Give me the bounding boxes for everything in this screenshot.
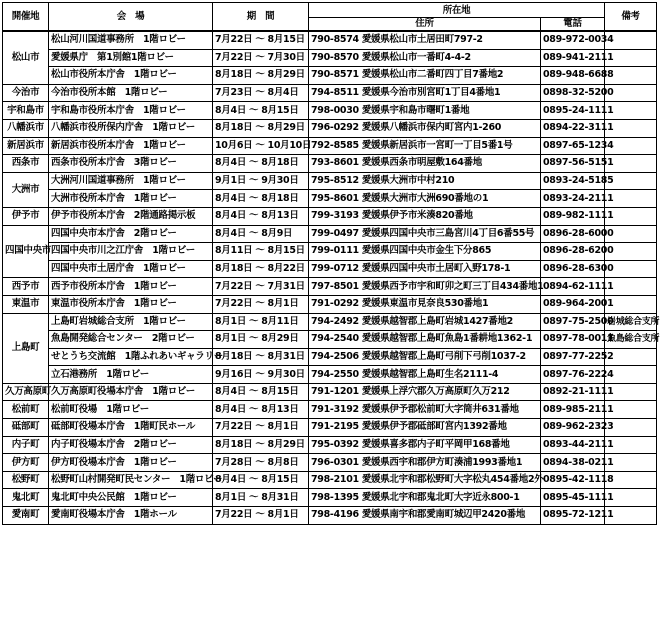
city-cell: 松野町	[3, 471, 49, 489]
table-row	[3, 190, 657, 208]
city-cell: 西条市	[3, 155, 49, 173]
header-address: 住所	[309, 18, 541, 32]
table-row	[3, 155, 657, 173]
phone-cell: 089-962-2323	[541, 419, 605, 437]
venue-cell: 松山市役所本庁舎 1階ロビー	[49, 67, 213, 85]
period-cell: 8月18日 ～ 8月31日	[213, 348, 309, 366]
table-row	[3, 225, 657, 243]
phone-cell: 089-964-2001	[541, 295, 605, 313]
phone-cell: 0896-28-6000	[541, 225, 605, 243]
period-cell: 8月18日 ～ 8月29日	[213, 436, 309, 454]
city-cell: 西予市	[3, 278, 49, 296]
table-row	[3, 84, 657, 102]
phone-cell: 0897-77-2252	[541, 348, 605, 366]
table-row	[3, 489, 657, 507]
address-cell: 798-2101 愛媛県北宇和郡松野町大字松丸454番地2外	[309, 471, 541, 489]
phone-cell: 0893-24-2111	[541, 190, 605, 208]
phone-cell: 0896-28-6300	[541, 260, 605, 278]
phone-cell: 0892-21-1111	[541, 383, 605, 401]
table-row	[3, 260, 657, 278]
note-cell: 岩城総合支所	[605, 313, 657, 331]
address-cell: 799-0497 愛媛県四国中央市三島宮川4丁目6番55号	[309, 225, 541, 243]
address-cell: 791-1201 愛媛県上浮穴郡久万高原町久万212	[309, 383, 541, 401]
address-cell: 794-2506 愛媛県越智郡上島町弓削下弓削1037-2	[309, 348, 541, 366]
period-cell: 8月11日 ～ 8月15日	[213, 243, 309, 261]
period-cell: 9月1日 ～ 9月30日	[213, 172, 309, 190]
venue-table	[2, 2, 660, 525]
table-row	[3, 348, 657, 366]
address-cell: 790-8574 愛媛県松山市土居田町797-2	[309, 31, 541, 49]
phone-cell: 0895-24-1111	[541, 102, 605, 120]
period-cell: 8月1日 ～ 8月29日	[213, 331, 309, 349]
venue-cell: 立石港務所 1階ロビー	[49, 366, 213, 384]
table-row	[3, 313, 657, 331]
address-cell: 799-3193 愛媛県伊予市米湊820番地	[309, 207, 541, 225]
address-cell: 795-8512 愛媛県大洲市中村210	[309, 172, 541, 190]
venue-cell: 魚島開発総合センター 2階ロビー	[49, 331, 213, 349]
period-cell: 8月4日 ～ 8月15日	[213, 102, 309, 120]
venue-cell: 大洲河川国道事務所 1階ロビー	[49, 172, 213, 190]
city-cell: 四国中央市	[3, 225, 49, 278]
city-cell: 新居浜市	[3, 137, 49, 155]
period-cell: 8月4日 ～ 8月15日	[213, 471, 309, 489]
address-cell: 795-8601 愛媛県大洲市大洲690番地の1	[309, 190, 541, 208]
table-row	[3, 137, 657, 155]
table-row	[3, 383, 657, 401]
table-row	[3, 366, 657, 384]
phone-cell: 0893-24-5185	[541, 172, 605, 190]
venue-cell: 砥部町役場本庁舎 1階町民ホール	[49, 419, 213, 437]
period-cell: 7月28日 ～ 8月8日	[213, 454, 309, 472]
address-cell: 794-2492 愛媛県越智郡上島町岩城1427番地2	[309, 313, 541, 331]
city-cell: 大洲市	[3, 172, 49, 207]
address-cell: 795-0392 愛媛県喜多郡内子町平岡甲168番地	[309, 436, 541, 454]
phone-cell: 0893-44-2111	[541, 436, 605, 454]
phone-cell: 0894-62-1111	[541, 278, 605, 296]
period-cell: 7月22日 ～ 8月1日	[213, 507, 309, 525]
venue-cell: 宇和島市役所本庁舎 1階ロビー	[49, 102, 213, 120]
city-cell: 伊方町	[3, 454, 49, 472]
address-cell: 794-8511 愛媛県今治市別宮町1丁目4番地1	[309, 84, 541, 102]
venue-cell: 西条市役所本庁舎 3階ロビー	[49, 155, 213, 173]
period-cell: 9月16日 ～ 9月30日	[213, 366, 309, 384]
header-phone: 電話	[541, 18, 605, 32]
address-cell: 790-8571 愛媛県松山市二番町四丁目7番地2	[309, 67, 541, 85]
period-cell: 8月1日 ～ 8月31日	[213, 489, 309, 507]
phone-cell: 0897-65-1234	[541, 137, 605, 155]
venue-cell: 新居浜市役所本庁舎 1階ロビー	[49, 137, 213, 155]
header-location: 所在地	[309, 3, 605, 18]
table-row	[3, 295, 657, 313]
address-cell: 791-2195 愛媛県伊予郡砥部町宮内1392番地	[309, 419, 541, 437]
venue-cell: 愛媛県庁 第1別館1階ロビー	[49, 49, 213, 67]
table-row	[3, 67, 657, 85]
address-cell: 793-8601 愛媛県西条市明屋敷164番地	[309, 155, 541, 173]
period-cell: 7月22日 ～ 7月31日	[213, 278, 309, 296]
period-cell: 8月4日 ～ 8月18日	[213, 155, 309, 173]
header-period: 期 間	[213, 3, 309, 32]
address-cell: 798-1395 愛媛県北宇和郡鬼北町大字近永800-1	[309, 489, 541, 507]
phone-cell: 0897-75-2500	[541, 313, 605, 331]
period-cell: 7月22日 ～ 8月1日	[213, 295, 309, 313]
city-cell: 今治市	[3, 84, 49, 102]
period-cell: 8月4日 ～ 8月15日	[213, 383, 309, 401]
table-row	[3, 331, 657, 349]
period-cell: 7月22日 ～ 7月30日	[213, 49, 309, 67]
city-cell: 久万高原町	[3, 383, 49, 401]
address-cell: 799-0712 愛媛県四国中央市土居町入野178-1	[309, 260, 541, 278]
table-row	[3, 419, 657, 437]
venue-cell: 久万高原町役場本庁舎 1階ロビー	[49, 383, 213, 401]
period-cell: 10月6日 ～ 10月10日	[213, 137, 309, 155]
phone-cell: 0894-38-0211	[541, 454, 605, 472]
table-row	[3, 471, 657, 489]
address-cell: 792-8585 愛媛県新居浜市一宮町一丁目5番1号	[309, 137, 541, 155]
table-row	[3, 243, 657, 261]
city-cell: 八幡浜市	[3, 119, 49, 137]
period-cell: 8月4日 ～ 8月9日	[213, 225, 309, 243]
venue-cell: 内子町役場本庁舎 2階ロビー	[49, 436, 213, 454]
address-cell: 796-0292 愛媛県八幡浜市保内町宮内1-260	[309, 119, 541, 137]
venue-cell: 上島町岩城総合支所 1階ロビー	[49, 313, 213, 331]
table-row	[3, 507, 657, 525]
address-cell: 791-3192 愛媛県伊予郡松前町大字筒井631番地	[309, 401, 541, 419]
table-row	[3, 102, 657, 120]
phone-cell: 0897-56-5151	[541, 155, 605, 173]
venue-cell: 松山河川国道事務所 1階ロビー	[49, 31, 213, 49]
address-cell: 794-2550 愛媛県越智郡上島町生名2111-4	[309, 366, 541, 384]
header-city: 開催地	[3, 3, 49, 32]
venue-cell: せとうち交流館 1階ふれあいギャラリー	[49, 348, 213, 366]
address-cell: 794-2540 愛媛県越智郡上島町魚島1番耕地1362-1	[309, 331, 541, 349]
city-cell: 愛南町	[3, 507, 49, 525]
venue-cell: 西予市役所本庁舎 1階ロビー	[49, 278, 213, 296]
table-row	[3, 49, 657, 67]
venue-cell: 松前町役場 1階ロビー	[49, 401, 213, 419]
period-cell: 8月18日 ～ 8月29日	[213, 119, 309, 137]
phone-cell: 089-985-2111	[541, 401, 605, 419]
venue-cell: 四国中央市土居庁舎 1階ロビー	[49, 260, 213, 278]
phone-cell: 089-982-1111	[541, 207, 605, 225]
city-cell: 宇和島市	[3, 102, 49, 120]
period-cell: 8月18日 ～ 8月29日	[213, 67, 309, 85]
venue-cell: 愛南町役場本庁舎 1階ホール	[49, 507, 213, 525]
address-cell: 796-0301 愛媛県西宇和郡伊方町湊浦1993番地1	[309, 454, 541, 472]
city-cell: 松前町	[3, 401, 49, 419]
header-venue: 会 場	[49, 3, 213, 32]
table-row	[3, 278, 657, 296]
phone-cell: 0895-42-1118	[541, 471, 605, 489]
venue-cell: 四国中央市川之江庁舎 1階ロビー	[49, 243, 213, 261]
venue-cell: 東温市役所本庁舎 1階ロビー	[49, 295, 213, 313]
table-header	[3, 3, 657, 32]
address-cell: 799-0111 愛媛県四国中央市金生下分865	[309, 243, 541, 261]
table-row	[3, 119, 657, 137]
phone-cell: 089-941-2111	[541, 49, 605, 67]
city-cell: 松山市	[3, 31, 49, 84]
address-cell: 798-4196 愛媛県南宇和郡愛南町城辺甲2420番地	[309, 507, 541, 525]
venue-cell: 伊予市役所本庁舎 2階通路掲示板	[49, 207, 213, 225]
phone-cell: 089-972-0034	[541, 31, 605, 49]
period-cell: 8月4日 ～ 8月13日	[213, 207, 309, 225]
venue-cell: 伊方町役場本庁舎 1階ロビー	[49, 454, 213, 472]
phone-cell: 089-948-6688	[541, 67, 605, 85]
phone-cell: 0897-78-0011	[541, 331, 605, 349]
venue-cell: 松野町山村開発町民センター 1階ロビー	[49, 471, 213, 489]
phone-cell: 0897-76-2224	[541, 366, 605, 384]
city-cell: 伊予市	[3, 207, 49, 225]
note-cell: 魚島総合支所	[605, 331, 657, 349]
address-cell: 791-0292 愛媛県東温市見奈良530番地1	[309, 295, 541, 313]
city-cell: 東温市	[3, 295, 49, 313]
header-remarks: 備考	[605, 3, 657, 32]
address-cell: 798-0030 愛媛県宇和島市曙町1番地	[309, 102, 541, 120]
period-cell: 7月23日 ～ 8月4日	[213, 84, 309, 102]
city-cell: 砥部町	[3, 419, 49, 437]
venue-cell: 八幡浜市役所保内庁舎 1階ロビー	[49, 119, 213, 137]
phone-cell: 0895-45-1111	[541, 489, 605, 507]
period-cell: 8月4日 ～ 8月18日	[213, 190, 309, 208]
city-cell: 内子町	[3, 436, 49, 454]
venue-cell: 大洲市役所本庁舎 1階ロビー	[49, 190, 213, 208]
period-cell: 8月4日 ～ 8月13日	[213, 401, 309, 419]
table-row	[3, 401, 657, 419]
table-row	[3, 436, 657, 454]
city-cell: 鬼北町	[3, 489, 49, 507]
period-cell: 8月18日 ～ 8月22日	[213, 260, 309, 278]
period-cell: 7月22日 ～ 8月15日	[213, 31, 309, 49]
phone-cell: 0895-72-1211	[541, 507, 605, 525]
venue-cell: 鬼北町中央公民館 1階ロビー	[49, 489, 213, 507]
address-cell: 790-8570 愛媛県松山市一番町4-4-2	[309, 49, 541, 67]
phone-cell: 0898-32-5200	[541, 84, 605, 102]
table-row	[3, 172, 657, 190]
period-cell: 7月22日 ～ 8月1日	[213, 419, 309, 437]
phone-cell: 0896-28-6200	[541, 243, 605, 261]
venue-cell: 四国中央市本庁舎 2階ロビー	[49, 225, 213, 243]
period-cell: 8月1日 ～ 8月11日	[213, 313, 309, 331]
venue-cell: 今治市役所本館 1階ロビー	[49, 84, 213, 102]
table-row	[3, 31, 657, 49]
table-row	[3, 207, 657, 225]
table-body	[3, 31, 660, 524]
table-row	[3, 454, 657, 472]
city-cell: 上島町	[3, 313, 49, 383]
phone-cell: 0894-22-3111	[541, 119, 605, 137]
address-cell: 797-8501 愛媛県西予市宇和町卯之町三丁目434番地1	[309, 278, 541, 296]
